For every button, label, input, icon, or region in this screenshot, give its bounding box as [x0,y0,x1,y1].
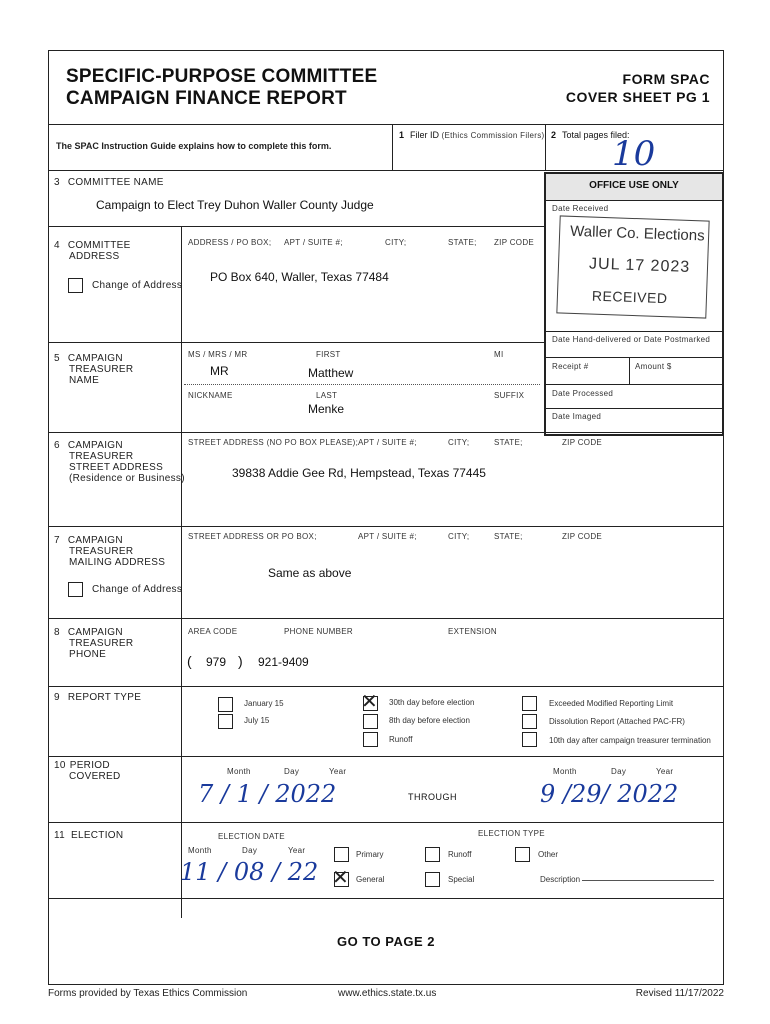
treasurer-title-value[interactable]: MR [210,364,229,378]
description-field[interactable] [582,880,714,881]
form-code: FORM SPAC [622,71,710,87]
divider [48,226,544,227]
committee-name-label: 3 COMMITTEE NAME [54,177,164,188]
check-mark-icon: ✕ [332,865,349,889]
extension-header: EXTENSION [448,627,497,636]
form-title-line1: SPECIFIC-PURPOSE COMMITTEE [66,66,378,87]
divider [546,408,722,409]
treasurer-street-label: 6 CAMPAIGN TREASURER STREET ADDRESS (Residence or Business) [54,440,185,484]
city-header: CITY; [448,438,470,447]
report-dissolution-label: Dissolution Report (Attached PAC-FR) [549,717,685,726]
footer-revised: Revised 11/17/2022 [635,988,724,999]
office-use-title: OFFICE USE ONLY [589,180,679,191]
form-title-line2: CAMPAIGN FINANCE REPORT [66,88,347,109]
report-jan15-label: January 15 [244,699,284,708]
election-primary-label: Primary [356,850,384,859]
change-address-checkbox-committee[interactable] [68,278,83,293]
committee-name-value[interactable]: Campaign to Elect Trey Duhon Waller County Judge [96,198,374,212]
through-label: THROUGH [408,792,457,802]
area-open-paren: ( [187,653,192,669]
treasurer-name-label: 5 CAMPAIGN TREASURER NAME [54,353,134,386]
apt-header: APT / SUITE #; [358,438,417,447]
check-mark-icon: ✕ [361,689,378,713]
report-dissolution-checkbox[interactable] [522,714,537,729]
report-jan15-checkbox[interactable] [218,697,233,712]
last-header: LAST [316,391,338,400]
divider [48,526,724,527]
date-processed-label: Date Processed [552,389,614,398]
zip-header: ZIP CODE [562,532,603,541]
description-label: Description [540,875,581,884]
mi-header: MI [494,350,504,359]
divider [546,331,722,332]
report-30th-checkbox[interactable] [361,689,378,713]
state-header: STATE; [448,238,477,247]
divider [48,124,724,125]
report-10th-checkbox[interactable] [522,732,537,747]
from-year-header: Year [329,767,347,776]
divider [546,384,722,385]
instructions-text: The SPAC Instruction Guide explains how to complete this form. [56,141,332,151]
zip-header: ZIP CODE [562,438,603,447]
report-8th-checkbox[interactable] [363,714,378,729]
to-month-header: Month [553,767,577,776]
election-special-checkbox[interactable] [425,872,440,887]
divider [392,124,393,170]
election-primary-checkbox[interactable] [334,847,349,862]
city-header: CITY; [385,238,407,247]
period-label: 10 PERIOD COVERED [54,760,121,782]
city-header: CITY; [448,532,470,541]
report-30th-label: 30th day before election [389,698,475,707]
election-general-checkbox[interactable] [332,865,349,889]
divider [546,357,722,358]
address-header: ADDRESS / PO BOX; [188,238,272,247]
committee-address-label: 4 COMMITTEE ADDRESS [54,240,131,262]
stamp-line3: RECEIVED [591,287,668,307]
nickname-header: NICKNAME [188,391,233,400]
zip-header: ZIP CODE [494,238,535,247]
go-to-page-2: GO TO PAGE 2 [337,934,435,949]
divider [48,432,724,433]
divider [48,756,724,757]
to-day-header: Day [611,767,627,776]
dotted-divider [184,384,540,385]
divider [546,200,722,201]
suffix-header: SUFFIX [494,391,525,400]
election-runoff-checkbox[interactable] [425,847,440,862]
footer-left: Forms provided by Texas Ethics Commission [48,988,248,999]
election-special-label: Special [448,875,475,884]
amount-label: Amount $ [635,362,672,371]
election-date-value[interactable]: 11 / 08 / 22 [180,858,319,886]
total-pages-label: 2 Total pages filed: [551,130,630,140]
from-day-header: Day [284,767,300,776]
election-other-checkbox[interactable] [515,847,530,862]
divider [545,124,546,170]
change-address-checkbox-treasurer[interactable] [68,582,83,597]
state-header: STATE; [494,532,523,541]
treasurer-phone-label: 8 CAMPAIGN TREASURER PHONE [54,627,134,660]
phone-number-value[interactable]: 921-9409 [258,655,309,669]
date-received-label: Date Received [552,204,609,213]
treasurer-street-value[interactable]: 39838 Addie Gee Rd, Hempstead, Texas 77445 [232,466,486,480]
report-type-label: 9 REPORT TYPE [54,692,142,703]
report-exceeded-checkbox[interactable] [522,696,537,711]
to-year-header: Year [656,767,674,776]
apt-header: APT / SUITE #; [358,532,417,541]
treasurer-mailing-label: 7 CAMPAIGN TREASURER MAILING ADDRESS [54,535,166,568]
period-from-value[interactable]: 7 / 1 / 2022 [198,780,337,808]
period-to-value[interactable]: 9 /29/ 2022 [540,780,679,808]
street-header: STREET ADDRESS OR PO BOX; [188,532,317,541]
divider [48,342,544,343]
filer-id-label: 1 Filer ID (Ethics Commission Filers) [399,130,545,140]
area-close-paren: ) [238,653,243,669]
phone-header: PHONE NUMBER [284,627,353,636]
change-address-label: Change of Address [92,584,183,595]
report-exceeded-label: Exceeded Modified Reporting Limit [549,699,674,708]
divider [48,170,724,171]
treasurer-mailing-value[interactable]: Same as above [268,566,352,580]
election-label: 11 ELECTION [54,830,124,841]
election-day-header: Day [242,846,258,855]
change-address-label: Change of Address [92,280,183,291]
election-general-label: General [356,875,385,884]
election-date-header: ELECTION DATE [218,832,285,841]
report-runoff-label: Runoff [389,735,413,744]
report-runoff-checkbox[interactable] [363,732,378,747]
election-year-header: Year [288,846,306,855]
hand-delivered-label: Date Hand-delivered or Date Postmarked [552,335,711,344]
committee-address-value[interactable]: PO Box 640, Waller, Texas 77484 [210,270,389,284]
received-stamp [556,215,709,318]
report-jul15-label: July 15 [244,716,270,725]
treasurer-last-value[interactable]: Menke [308,402,345,416]
divider [48,898,724,899]
election-other-label: Other [538,850,559,859]
stamp-line1: Waller Co. Elections [569,222,705,245]
divider [48,822,724,823]
from-month-header: Month [227,767,251,776]
receipt-label: Receipt # [552,362,589,371]
report-8th-label: 8th day before election [389,716,470,725]
first-header: FIRST [316,350,341,359]
election-runoff-label: Runoff [448,850,472,859]
divider [629,357,630,384]
election-month-header: Month [188,846,212,855]
street-header: STREET ADDRESS (NO PO BOX PLEASE); [188,438,359,447]
divider [48,618,724,619]
apt-header: APT / SUITE #; [284,238,343,247]
report-jul15-checkbox[interactable] [218,714,233,729]
state-header: STATE; [494,438,523,447]
divider [181,226,182,918]
area-code-value[interactable]: 979 [206,655,227,669]
divider [48,686,724,687]
treasurer-first-value[interactable]: Matthew [308,366,354,380]
election-type-header: ELECTION TYPE [478,829,545,838]
stamp-line2: JUL 17 2023 [588,255,691,276]
report-10th-label: 10th day after campaign treasurer termination [549,736,711,745]
total-pages-value[interactable]: 10 [612,134,656,174]
area-code-header: AREA CODE [188,627,238,636]
footer-url[interactable]: www.ethics.state.tx.us [338,988,437,999]
date-imaged-label: Date Imaged [552,412,602,421]
title-header: MS / MRS / MR [188,350,248,359]
form-subtitle: COVER SHEET PG 1 [565,89,710,105]
